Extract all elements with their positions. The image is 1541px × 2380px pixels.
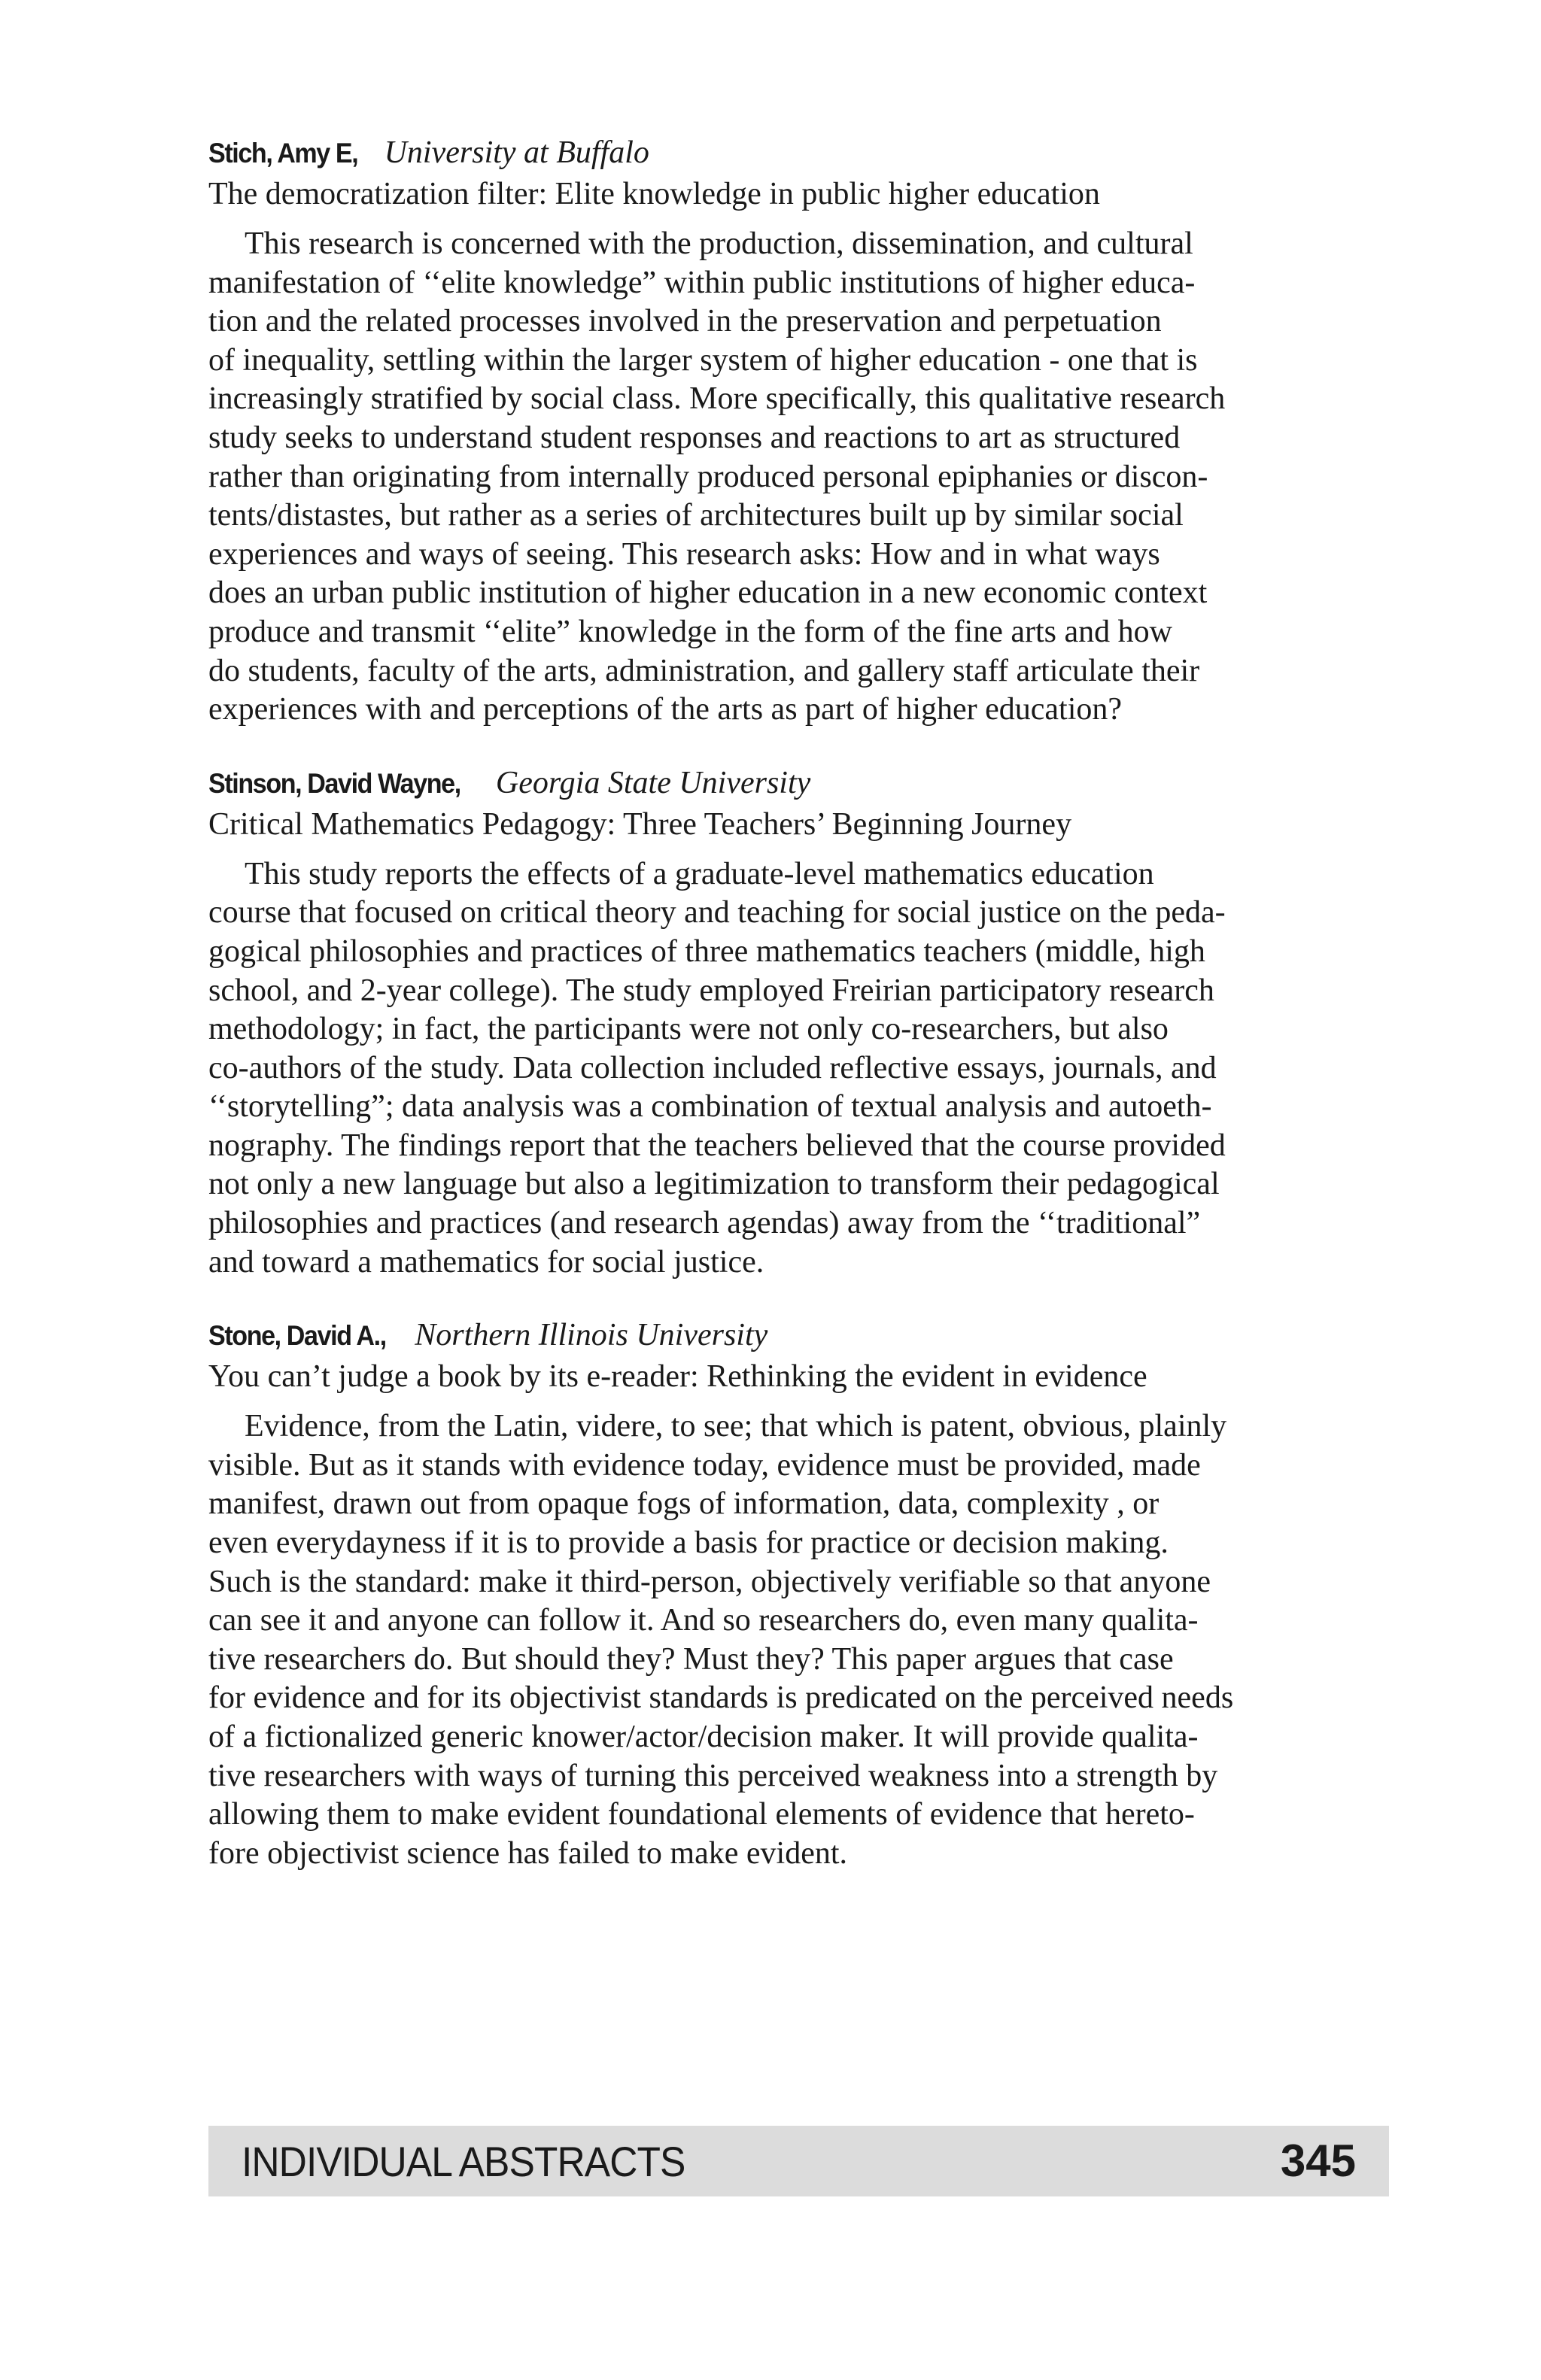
abstract-body [208, 1407, 1390, 1873]
abstract-line: study seeks to understand student responses and reactions to art as structured [208, 420, 1181, 455]
abstract-line: manifest, drawn out from opaque fogs of information, data, complexity , or [208, 1486, 1160, 1522]
abstract-line: This research is concerned with the production, dissemination, and cultural [245, 226, 1193, 261]
abstract-line: allowing them to make evident foundational elements of evidence that hereto- [208, 1797, 1195, 1832]
abstract-line: can see it and anyone can follow it. And so researchers do, even many qualita- [208, 1603, 1199, 1638]
page-footer [208, 2126, 1389, 2196]
abstract-line: experiences with and perceptions of the arts as part of higher education? [208, 692, 1123, 727]
abstracts-page [208, 132, 1390, 1906]
author-name: Stone, David A., [208, 1320, 386, 1352]
abstract-title: The democratization filter: Elite knowledge in public higher education [208, 177, 1100, 211]
abstract-line: ‘‘storytelling”; data analysis was a combination of textual analysis and autoeth- [208, 1089, 1212, 1125]
author-affiliation: Northern Illinois University [415, 1318, 768, 1353]
abstract-line: philosophies and practices (and research agendas) away from the ‘‘traditional” [208, 1206, 1201, 1241]
abstract-body [208, 225, 1390, 730]
abstract-line: school, and 2-year college). The study employed Freirian participatory research [208, 973, 1214, 1008]
abstract-line: does an urban public institution of higher education in a new economic context [208, 575, 1208, 611]
abstract-line: of a fictionalized generic knower/actor/decision maker. It will provide qualita- [208, 1720, 1199, 1754]
abstract-line: Such is the standard: make it third-person, objectively verifiable so that anyone [208, 1564, 1211, 1599]
abstract-line: for evidence and for its objectivist standards is predicated on the perceived needs [208, 1680, 1234, 1716]
abstract-line: of inequality, settling within the larger system of higher education - one that is [208, 342, 1198, 378]
page-number: 345 [1280, 2136, 1356, 2186]
abstract-line: manifestation of ‘‘elite knowledge” within public institutions of higher educa- [208, 265, 1196, 300]
abstract-line: visible. But as it stands with evidence today, evidence must be provided, made [208, 1447, 1201, 1483]
abstract-line: fore objectivist science has failed to make evident. [208, 1835, 848, 1871]
abstract-line: tion and the related processes involved in the preservation and perpetuation [208, 304, 1162, 339]
abstract-line: tive researchers with ways of turning this perceived weakness into a strength by [208, 1758, 1218, 1793]
abstract-entry [208, 1315, 1390, 1873]
entry-heading [208, 763, 1390, 804]
abstract-body [208, 855, 1390, 1283]
section-label: INDIVIDUAL ABSTRACTS [242, 2138, 685, 2185]
author-name: Stinson, David Wayne, [208, 767, 460, 799]
abstract-line: not only a new language but also a legitimization to transform their pedagogical [208, 1167, 1220, 1202]
abstract-line: gogical philosophies and practices of three mathematics teachers (middle, high [208, 933, 1205, 969]
abstract-line: methodology; in fact, the participants were not only co-researchers, but also [208, 1012, 1169, 1047]
abstract-line: rather than originating from internally produced personal epiphanies or discon- [208, 459, 1208, 494]
abstract-line: co-authors of the study. Data collection included reflective essays, journals, and [208, 1050, 1217, 1085]
abstract-line: increasingly stratified by social class. More specifically, this qualitative research [208, 381, 1226, 417]
abstract-line: even everydayness if it is to provide a basis for practice or decision making. [208, 1525, 1169, 1561]
abstract-title: Critical Mathematics Pedagogy: Three Teachers’ Beginning Journey [208, 806, 1072, 842]
abstract-line: experiences and ways of seeing. This research asks: How and in what ways [208, 536, 1160, 572]
abstract-line: do students, faculty of the arts, administration, and gallery staff articulate their [208, 653, 1200, 688]
abstract-line: and toward a mathematics for social justice. [208, 1244, 764, 1280]
abstract-entry [208, 763, 1390, 1283]
entry-heading [208, 132, 1390, 174]
abstract-line: produce and transmit ‘‘elite” knowledge in the form of the fine arts and how [208, 614, 1172, 649]
abstract-line: Evidence, from the Latin, videre, to see; that which is patent, obvious, plainly [245, 1409, 1227, 1444]
abstract-line: tive researchers do. But should they? Must they? This paper argues that case [208, 1641, 1174, 1677]
author-affiliation: Georgia State University [495, 765, 811, 800]
abstract-entry [208, 132, 1390, 730]
abstract-line: course that focused on critical theory and teaching for social justice on the peda- [208, 895, 1226, 930]
abstract-line: nography. The findings report that the teachers believed that the course provided [208, 1128, 1226, 1163]
entry-heading [208, 1315, 1390, 1356]
author-name: Stich, Amy E, [208, 138, 358, 168]
abstract-line: This study reports the effects of a graduate-level mathematics education [245, 856, 1154, 891]
author-affiliation: University at Buffalo [384, 135, 649, 170]
abstract-title: You can’t judge a book by its e-reader: Rethinking the evident in evidence [208, 1359, 1147, 1395]
abstract-line: tents/distastes, but rather as a series of architectures built up by similar social [208, 498, 1184, 533]
